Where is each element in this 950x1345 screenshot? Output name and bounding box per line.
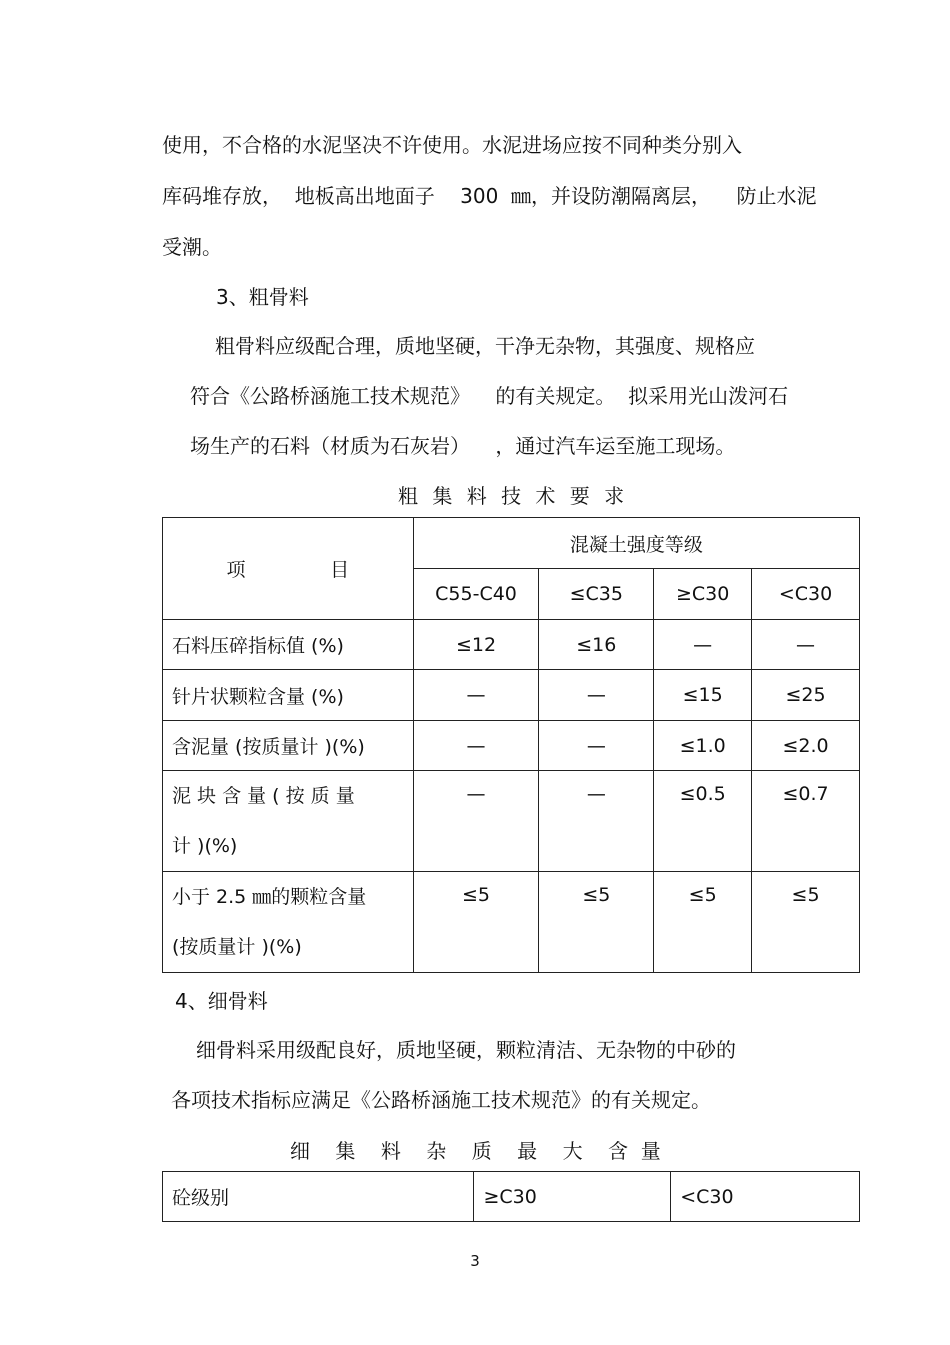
row-label: 石料压碎指标值 (%) [163, 620, 414, 670]
column-header: ≤C35 [539, 569, 654, 620]
row-label [163, 771, 414, 872]
table-cell: ≤5 [413, 872, 539, 973]
row-label [163, 872, 414, 973]
section-heading: 4、细骨料 [175, 989, 268, 1013]
item-header: 项 目 [163, 518, 414, 620]
table-cell: ≤1.0 [654, 721, 752, 771]
table-cell: ≤5 [654, 872, 752, 973]
table-cell: ≤12 [413, 620, 539, 670]
column-header: <C30 [671, 1172, 860, 1222]
table-caption: 细 集 料 杂 质 最 大 含 量 [290, 1139, 661, 1163]
paragraph-line: 场生产的石料（材质为石灰岩） ，通过汽车运至施工现场。 [190, 434, 736, 458]
table-row [163, 620, 860, 670]
table-cell: — [752, 620, 860, 670]
column-header: ≥C30 [474, 1172, 671, 1222]
page-number: 3 [470, 1252, 480, 1270]
group-header: 混凝土强度等级 [413, 518, 859, 569]
table-cell: — [539, 721, 654, 771]
row-label-line: 泥 块 含 量 ( 按 质 量 [172, 785, 355, 807]
table-cell: — [413, 771, 539, 872]
coarse-aggregate-table [162, 517, 860, 973]
fine-aggregate-table [162, 1171, 860, 1222]
row-label: 含泥量 (按质量计 )(%) [163, 721, 414, 771]
table-cell: — [413, 670, 539, 721]
table-cell: — [539, 670, 654, 721]
table-cell: ≤16 [539, 620, 654, 670]
table-cell: ≤2.0 [752, 721, 860, 771]
row-label: 针片状颗粒含量 (%) [163, 670, 414, 721]
column-header: ≥C30 [654, 569, 752, 620]
table-row [163, 670, 860, 721]
paragraph-line: 库码堆存放， 地板高出地面子 300 ㎜，并设防潮隔离层， 防止水泥 [162, 184, 817, 208]
paragraph-line: 符合《公路桥涵施工技术规范》 的有关规定。 拟采用光山泼河石 [190, 384, 789, 408]
column-header: 砼级别 [163, 1172, 474, 1222]
row-label-line: 小于 2.5 ㎜的颗粒含量 [172, 886, 367, 908]
table-row [163, 721, 860, 771]
table-cell: ≤5 [752, 872, 860, 973]
table-cell: ≤15 [654, 670, 752, 721]
column-header: <C30 [752, 569, 860, 620]
table-cell: ≤0.5 [654, 771, 752, 872]
column-header: C55-C40 [413, 569, 539, 620]
table-cell: — [539, 771, 654, 872]
row-label-line: 计 )(%) [172, 835, 238, 857]
paragraph-line: 使用，不合格的水泥坚决不许使用。水泥进场应按不同种类分别入 [162, 133, 742, 157]
paragraph-line: 各项技术指标应满足《公路桥涵施工技术规范》的有关规定。 [171, 1088, 711, 1112]
section-heading: 3、粗骨料 [216, 285, 309, 309]
table-cell: — [654, 620, 752, 670]
row-label-line: (按质量计 )(%) [172, 936, 302, 958]
table-cell: ≤25 [752, 670, 860, 721]
table-cell: ≤5 [539, 872, 654, 973]
paragraph-line: 受潮。 [162, 235, 222, 259]
table-cell: — [413, 721, 539, 771]
paragraph-line: 粗骨料应级配合理，质地坚硬，干净无杂物，其强度、规格应 [215, 334, 755, 358]
table-row [163, 771, 860, 872]
table-caption: 粗 集 料 技 术 要 求 [398, 484, 629, 508]
table-row [163, 872, 860, 973]
paragraph-line: 细骨料采用级配良好，质地坚硬，颗粒清洁、无杂物的中砂的 [196, 1038, 736, 1062]
table-cell: ≤0.7 [752, 771, 860, 872]
